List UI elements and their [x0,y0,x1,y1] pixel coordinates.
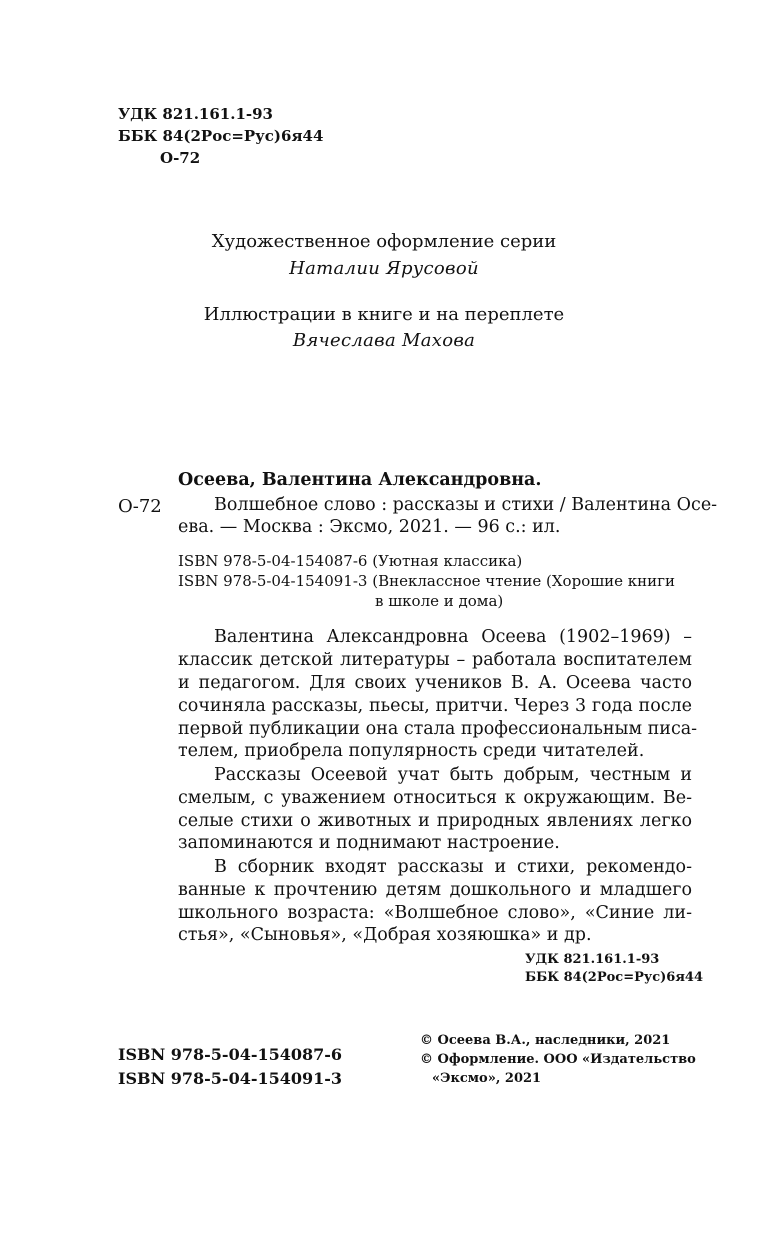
annotation-p2-line-2: смелым, с уважением относиться к окружающим. Ве- [178,788,692,808]
annotation-p1-line-3: и педагогом. Для своих учеников В. А. Осеева часто [178,673,692,693]
catalog-mark: О-72 [118,496,162,517]
copyright-author: © Осеева В.А., наследники, 2021 [420,1033,671,1048]
annotation-p1-line-6: телем, приобрела популярность среди читателей. [178,741,645,761]
annotation-p1-line-4: сочиняла рассказы, пьесы, притчи. Через 3 года после [178,696,692,716]
author-mark: О-72 [160,149,201,167]
annotation-p2-line-4: запоминаются и поднимают настроение. [178,833,560,853]
annotation-p2-line-3: селые стихи о животных и природных явлениях легко [178,811,692,831]
card-bbk-code: ББК 84(2Рос=Рус)6я44 [525,970,704,985]
udk-code: УДК 821.161.1-93 [118,105,273,123]
annotation-p1-line-1: Валентина Александровна Осеева (1902–1969) – [214,627,692,647]
annotation-p1-line-5: первой публикации она стала профессиональным писа- [178,719,698,739]
bbk-code: ББК 84(2Рос=Рус)6я44 [118,127,324,145]
catalog-isbn-line-1: ISBN 978-5-04-154087-6 (Уютная классика) [178,552,523,570]
copyright-design: © Оформление. ООО «Издательство [420,1052,696,1067]
catalog-author-heading: Осеева, Валентина Александровна. [178,470,542,490]
series-design-label: Художественное оформление серии [211,231,557,252]
illustrations-label: Иллюстрации в книге и на переплете [203,304,565,325]
copyright-publisher: «Эксмо», 2021 [432,1071,542,1086]
annotation-p3-line-4: стья», «Сыновья», «Добрая хозяюшка» и др. [178,925,592,945]
illustrations-artist: Вячеслава Махова [292,330,476,351]
series-design-artist: Наталии Ярусовой [289,258,479,279]
annotation-p3-line-2: ванные к прочтению детям дошкольного и младшего [178,880,692,900]
footer-isbn-1: ISBN 978-5-04-154087-6 [118,1045,343,1064]
card-udk-code: УДК 821.161.1-93 [525,952,660,967]
catalog-title-line-2: ева. — Москва : Эксмо, 2021. — 96 с.: ил. [178,517,561,537]
annotation-p2-line-1: Рассказы Осеевой учат быть добрым, честным и [214,765,692,785]
annotation-p1-line-2: классик детской литературы – работала воспитателем [178,650,692,670]
catalog-title-line-1: Волшебное слово : рассказы и стихи / Валентина Осе- [214,495,718,515]
annotation-p3-line-3: школьного возраста: «Волшебное слово», «Синие ли- [178,903,692,923]
catalog-isbn-line-3: в школе и дома) [375,592,504,610]
footer-isbn-2: ISBN 978-5-04-154091-3 [118,1069,343,1088]
annotation-p3-line-1: В сборник входят рассказы и стихи, рекомендо- [214,857,692,877]
catalog-isbn-line-2: ISBN 978-5-04-154091-3 (Внеклассное чтение (Хорошие книги [178,572,676,590]
